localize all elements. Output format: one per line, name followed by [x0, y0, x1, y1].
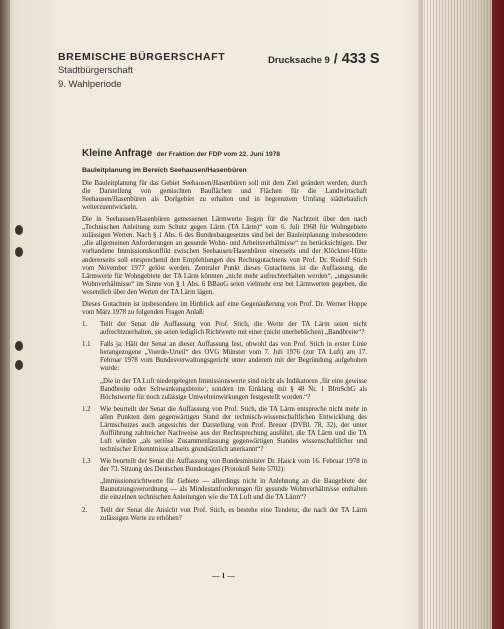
question-item [82, 341, 367, 373]
paragraph: Dieses Gutachten ist insbesondere im Hinblick auf eine Gegenäußerung von Prof. Dr. Werner Hoppe vom März 1978 zu folgenden Fragen Anlaß: [82, 300, 367, 316]
question-number: 1.1 [82, 341, 91, 349]
question-text: Wie beurteilt der Senat die Auffassung von Bundesminister Dr. Hauck vom 16. Februar 1978 in der 73. Sitzung des Deutschen Bundestages (Protokoll Seite 5702): [100, 458, 367, 474]
drucksache-slash: / [333, 50, 338, 66]
question-number: 1.2 [82, 405, 91, 413]
document-page [20, 30, 416, 625]
paragraph: Die in Seehausen/Hasenbüren gemessenen Lärmwerte liegen für die Nachtzeit über den nach „Technischen Anleitung zum Schutz gegen Lärm (TA Lärm)“ vom 6. Juli 1968 für Wohngebiete zulässigen Werten. Nach § 1 Abs. 6 des Bundesbaugesetzes sind bei der Bauleitplanung insbesondere „die allgemeinen Anforderungen an gesunde Wohn- und Arbeitsverhältnisse“ zu berücksichtigen. Der vorhandene Immissionskonflikt zwischen Seehausen/Hasenbüren einerseits und der Klöckner-Hütte andererseits soll entsprechend den Empfehlungen des Rechtsgutachtens von Prof. Dr. Rudolf Stich vom November 1977 gelöst werden. Zentraler Punkt dieses Gutachtens ist die Auffassung, die Lärmwerte für Wohngebiete der TA Lärm könnten „nicht mehr aufrechterhalten werden“, „ungesunde Wohnverhältnisse“ im Sinne von § 1 Abs. 6 BBauG seien vielmehr erst bei Lärmwerten gegeben, die wesentlich über den Werten der TA Lärm lägen. [82, 216, 367, 296]
question-text: Teilt der Senat die Ansicht von Prof. Stich, es bestehe eine Tendenz, die nach der TA Lärm zulässigen Werte zu erhöhen? [100, 506, 367, 522]
book-binding [0, 0, 10, 629]
drucksache-number [268, 50, 380, 67]
legislative-period: 9. Wahlperiode [58, 79, 122, 90]
question-item [82, 458, 367, 474]
title-main: Kleine Anfrage [82, 148, 153, 159]
question-text: Falls ja: Hält der Senat an dieser Auffassung fest, obwohl das von Prof. Stich in erster Linie herangezogene „Voerde-Urteil“ des OVG Münster vom 7. Juli 1976 (zur TA Luft) am 17. Februar 1978 vom Bundesverwaltungsgericht unter anderem mit der Begründung aufgehoben wurde: [100, 341, 367, 373]
subject-heading: Bauleitplanung im Bereich Seehausen/Hasenbüren [82, 167, 247, 174]
quotation: „Immissionsrichtwerte für Gebiete — allerdings nicht in Anlehnung an die Baugebiete der Baunutzungsverordnung — als Mindestanforderungen für gesunde Wohnverhältnisse enthalten die einzelnen technischen Anleitungen wie die TA Luft und die TA Lärm“? [100, 478, 367, 502]
quotation: „Die in der TA Luft niedergelegten Immissionswerte sind nicht als Indikatoren ‚für eine gewisse Bandbreite oder Schwankungsbreite‘, sondern im Einklang mit § 48 Nr. 1 BImSchG als Höchstwerte für noch zulässige Umwelteinwirkungen festgestellt worden.“? [100, 377, 367, 401]
drucksache-label: Drucksache 9 [268, 55, 330, 66]
question-item [82, 406, 367, 454]
paragraph: Die Bauleitplanung für das Gebiet Seehausen/Hasenbüren soll mit dem Ziel geändert werden, durch die Darstellung von gemischten Bauflächen und Flächen für die Landwirtschaft Seehausen/Hasenbüren als Dorfgebiet zu erhalten und in begrenztem Umfang städtebaulich weiterzuentwickeln. [82, 180, 367, 212]
question-number: 1.3 [82, 458, 91, 466]
question-item [82, 507, 367, 523]
document-title [82, 143, 280, 161]
question-number: 2. [82, 506, 88, 514]
drucksache-value: 433 S [341, 51, 380, 67]
chamber-name: Stadtbürgerschaft [58, 65, 133, 76]
organization-name: BREMISCHE BÜRGERSCHAFT [58, 51, 226, 63]
document-body [82, 180, 367, 527]
question-text: Wie beurteilt der Senat die Auffassung von Prof. Stich, die TA Lärm entspreche nicht mehr in allen Punkten dem gegenwärtigen Stand der technisch-wissenschaftlichen Entwicklung des Lärmschutzes auch angesichts der Darstellung von Prof. Breuer (DVBl. 78, 32), der unter Aufführung zahlreicher Nachweise aus der Rechtsprechung ausführt, die TA Lärm und die TA Luft würden „als seriöse Zusammenfassung gegenwärtigen Standes wissenschaftlicher und technischer Erkenntnisse allseits grundsätzlich anerkannt“? [100, 405, 367, 453]
title-sub: der Fraktion der FDP vom 22. Juni 1978 [156, 151, 281, 158]
question-text: Teilt der Senat die Auffassung von Prof. Stich, die Werte der TA Lärm seien nicht aufrechtzuerhalten, sie seien lediglich Richtwerte mit einer (nicht unerheblichen) „Bandbreite“? [100, 321, 367, 337]
question-item [82, 321, 367, 337]
question-number: 1. [82, 321, 88, 329]
page-number: — 1 — [212, 571, 235, 580]
letterhead [58, 51, 225, 91]
book-cover [492, 0, 504, 629]
